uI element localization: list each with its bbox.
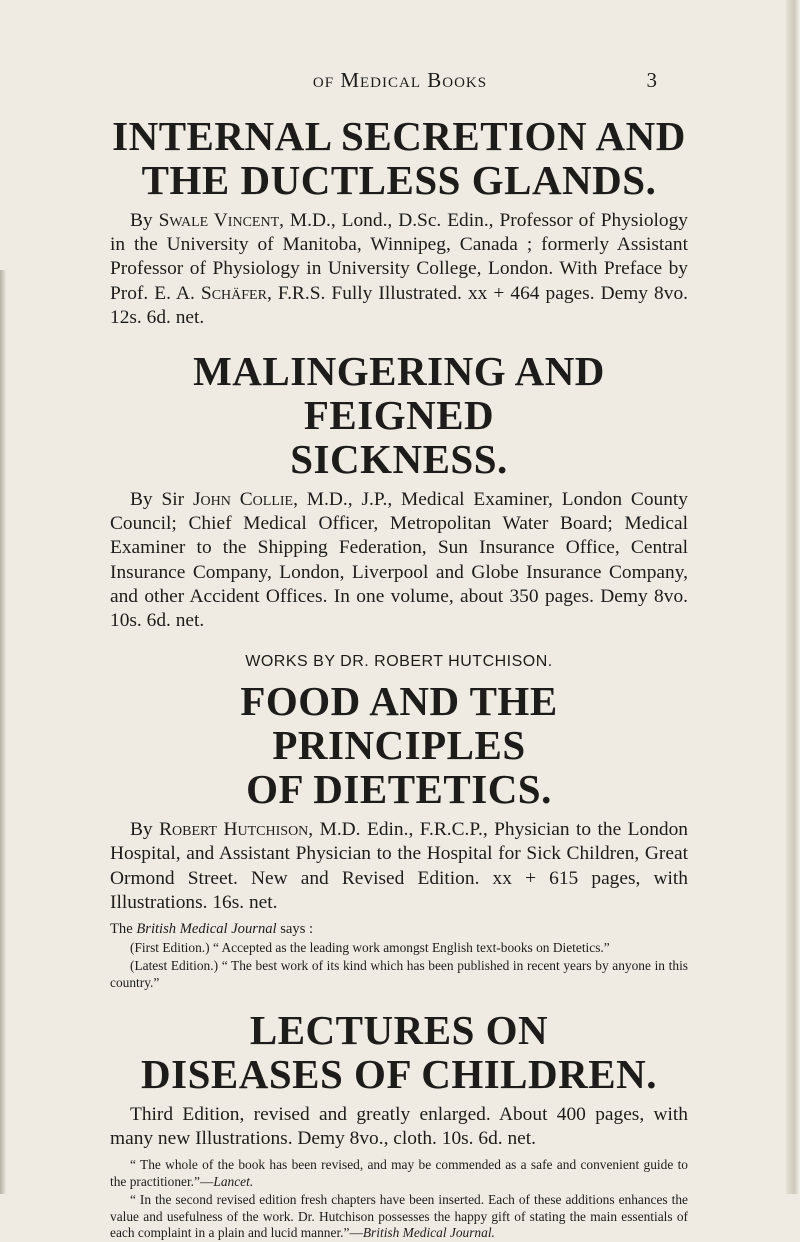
- review-block: [110, 1157, 688, 1242]
- book-description: Third Edition, revised and greatly enlarged. About 400 pages, with many new Illustrations. Demy 8vo., cloth. 10s. 6d. net.: [110, 1104, 688, 1150]
- book-title: [110, 1008, 688, 1096]
- book-entry-diseases-children: [110, 1008, 688, 1242]
- review-block: [110, 921, 688, 991]
- review-source: British Medical Journal: [136, 921, 277, 938]
- review-text: “ In the second revised edition fresh chapters have been inserted. Each of these additions enhances the value and usefulness of the work. Dr. Hutchison possesses the happy gift of stating the main essentials of each complaint in a plain and lucid manner.”—: [110, 1192, 688, 1241]
- by-text: By: [130, 819, 160, 841]
- book-title: [110, 349, 688, 481]
- review-source: Lancet.: [213, 1173, 254, 1189]
- review-lead-text: The: [110, 921, 137, 938]
- title-line: OF DIETETICS.: [246, 766, 552, 813]
- title-line: SICKNESS.: [290, 436, 508, 483]
- title-line: DISEASES OF CHILDREN.: [141, 1051, 657, 1098]
- page-edge: [786, 0, 800, 1194]
- book-title: [110, 679, 688, 811]
- title-line: FOOD AND THE PRINCIPLES: [240, 678, 558, 769]
- book-description: [110, 488, 688, 633]
- section-heading: WORKS BY DR. ROBERT HUTCHISON.: [245, 653, 553, 671]
- review-lead: [110, 921, 688, 938]
- review-lead-text: says :: [276, 921, 314, 938]
- description-text: , M.D. Edin., F.R.C.P., Physician to the London Hospital, and Assistant Physician to the Hospital for Sick Children, Great Ormond Street. New and Revised Edition. xx + 615 pages, with Illustrations. 16s. net.: [110, 819, 688, 913]
- running-head: [0, 68, 800, 98]
- review-quote: [110, 1192, 688, 1242]
- running-title: of Medical Books: [312, 68, 488, 92]
- title-line: THE DUCTLESS GLANDS.: [141, 157, 657, 203]
- by-text: By Sir: [130, 489, 193, 511]
- description-text: , M.D., Lond., D.Sc. Edin., Professor of Physiology in the University of Manitoba, Winnipeg, Canada ; formerly Assistant Professor of Physiology in University College, London. With Preface by Prof. E. A.: [110, 210, 688, 304]
- review-quote: (Latest Edition.) “ The best work of its kind which has been published in recent years by anyone in this country.”: [110, 958, 688, 990]
- title-line: MALINGERING AND FEIGNED: [193, 348, 605, 439]
- preface-author: Schäfer: [200, 282, 267, 304]
- review-source: British Medical Journal.: [362, 1225, 495, 1241]
- book-description: [110, 818, 688, 915]
- book-title: [110, 114, 688, 202]
- book-entry-malingering: [110, 349, 688, 633]
- review-quote: [110, 1157, 688, 1190]
- author-name: Swale Vincent: [158, 210, 280, 231]
- book-entry-internal-secretion: [110, 114, 688, 330]
- book-entry-food-dietetics: [110, 679, 688, 991]
- review-quote: (First Edition.) “ Accepted as the leading work amongst English text-books on Dietetics.”: [130, 939, 610, 955]
- description-text: , F.R.S. Fully Illustrated. xx + 464 pages. Demy 8vo. 12s. 6d. net.: [110, 282, 688, 328]
- book-description: [110, 209, 688, 330]
- binding-edge: [0, 270, 6, 1194]
- page-number: 3: [646, 68, 657, 92]
- page-content: [110, 114, 688, 1242]
- review-text: “ The whole of the book has been revised, and may be commended as a safe and convenient guide to the practitioner.”—: [110, 1157, 688, 1189]
- by-text: By: [130, 210, 159, 231]
- title-line: LECTURES ON: [249, 1007, 549, 1054]
- author-name: Robert Hutchison: [159, 819, 309, 841]
- author-name: John Collie: [192, 489, 294, 511]
- description-text: , M.D., J.P., Medical Examiner, London County Council; Chief Medical Officer, Metropolitan Water Board; Medical Examiner to the Shipping Federation, Sun Insurance Office, Central Insurance Company, London, Liverpool and Globe Insurance Company, and other Accident Offices. In one volume, about 350 pages. Demy 8vo. 10s. 6d. net.: [110, 489, 689, 632]
- title-line: INTERNAL SECRETION AND: [112, 113, 686, 159]
